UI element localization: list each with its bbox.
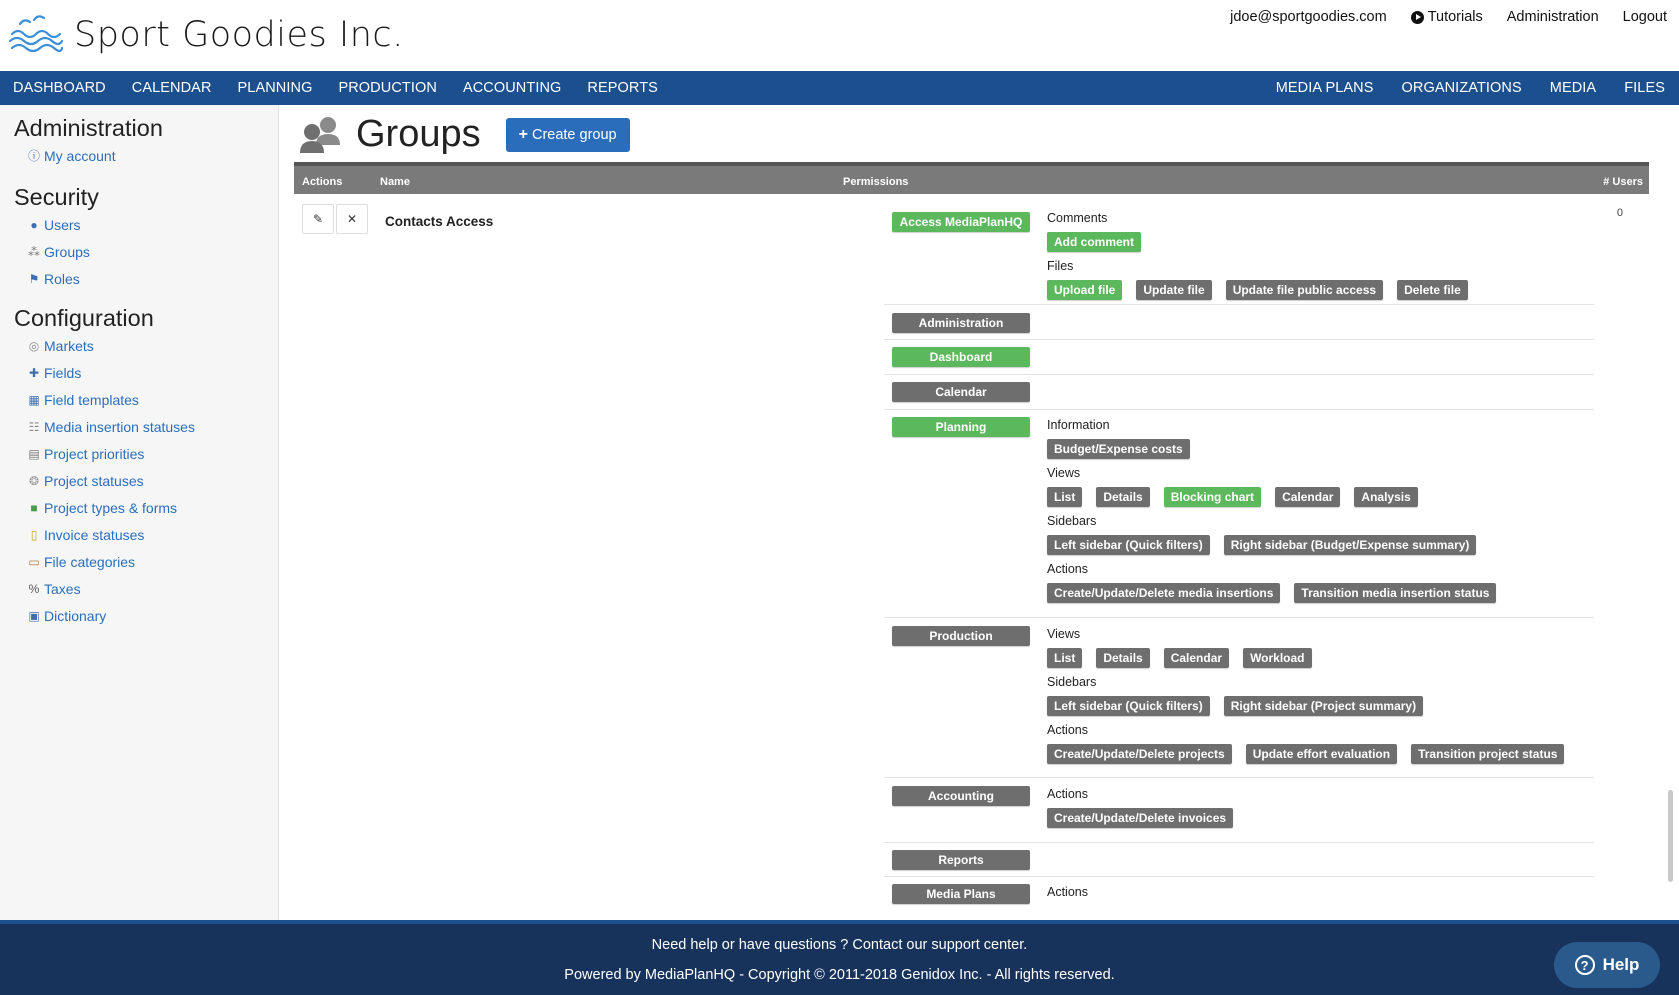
nav-calendar[interactable]: CALENDAR: [131, 80, 212, 96]
grid-icon: ▤: [28, 446, 40, 461]
sidebar-item-label: Invoice statuses: [44, 526, 145, 543]
groups-icon: [298, 115, 344, 155]
perm-badge-reports[interactable]: Reports: [892, 850, 1030, 870]
col-users: # Users: [1603, 176, 1643, 188]
perm-label-actions: Actions: [1047, 723, 1088, 737]
sidebar-item-dictionary[interactable]: [27, 602, 278, 629]
perm-label-actions: Actions: [1047, 787, 1088, 801]
user-email-link[interactable]: jdoe@sportgoodies.com: [1230, 9, 1387, 25]
sidebar-item-file-categories[interactable]: [27, 548, 278, 575]
question-icon: ?: [1575, 955, 1595, 975]
perm-badge-dashboard[interactable]: Dashboard: [892, 347, 1030, 367]
sidebar-heading-security: Security: [14, 184, 99, 210]
sidebar-item-label: Groups: [44, 243, 90, 260]
nav-left: [0, 80, 671, 96]
perm-badge-update-file-public[interactable]: Update file public access: [1226, 280, 1383, 300]
user-count: 0: [1616, 207, 1623, 219]
percent-icon: %: [28, 581, 40, 596]
sidebar-item-project-statuses[interactable]: [27, 467, 278, 494]
sidebar-item-label: Project types & forms: [44, 499, 178, 516]
perm-badge-transition-project[interactable]: Transition project status: [1411, 744, 1564, 764]
footer: [0, 920, 1679, 995]
perm-label-actions: Actions: [1047, 885, 1088, 899]
perm-badge-upload-file[interactable]: Upload file: [1047, 280, 1122, 300]
perm-administration: [884, 305, 1594, 340]
help-label: Help: [1602, 955, 1640, 974]
sidebar-item-markets[interactable]: [27, 332, 278, 359]
palette-icon: ❂: [28, 473, 40, 488]
perm-badge-calendar[interactable]: Calendar: [892, 382, 1030, 402]
brand-name: Sport Goodies Inc.: [74, 15, 404, 55]
sidebar-item-label: Roles: [44, 270, 80, 287]
nav-planning[interactable]: PLANNING: [237, 80, 313, 96]
nav-files[interactable]: FILES: [1624, 80, 1665, 96]
perm-badge-calendar-view[interactable]: Calendar: [1275, 487, 1340, 507]
sidebar-item-media-insertion-statuses[interactable]: [27, 413, 278, 440]
perm-badge-add-comment[interactable]: Add comment: [1047, 232, 1141, 252]
perm-badge-details[interactable]: Details: [1096, 648, 1149, 668]
pencil-icon: ✎: [312, 212, 324, 226]
col-permissions: Permissions: [843, 176, 909, 188]
perm-badge-delete-file[interactable]: Delete file: [1397, 280, 1468, 300]
field-templates-icon: ▦: [28, 392, 40, 407]
statuses-icon: ☷: [28, 419, 40, 434]
perm-calendar: [884, 375, 1594, 410]
sidebar-item-label: Project statuses: [44, 472, 144, 489]
scrollbar[interactable]: [1668, 790, 1673, 882]
brand-logo[interactable]: [8, 12, 404, 58]
sidebar-item-project-types[interactable]: [27, 494, 278, 521]
sidebar-item-users[interactable]: [27, 211, 278, 238]
file-icon: ▭: [28, 554, 40, 569]
perm-badge-crud-media-insertions[interactable]: Create/Update/Delete media insertions: [1047, 583, 1280, 603]
nav-media[interactable]: MEDIA: [1549, 80, 1597, 96]
perm-badge-planning[interactable]: Planning: [892, 417, 1030, 437]
sidebar-item-fields[interactable]: [27, 359, 278, 386]
footer-help-text[interactable]: Need help or have questions ? Contact our support center.: [651, 937, 1028, 953]
tutorials-label: Tutorials: [1427, 9, 1483, 25]
perm-label-information: Information: [1047, 418, 1110, 432]
perm-badge-accounting[interactable]: Accounting: [892, 786, 1030, 806]
sidebar-item-label: File categories: [44, 553, 136, 570]
perm-production: [884, 618, 1594, 778]
nav-media-plans[interactable]: MEDIA PLANS: [1275, 80, 1374, 96]
perm-label-comments: Comments: [1047, 211, 1108, 225]
perm-badge-crud-invoices[interactable]: Create/Update/Delete invoices: [1047, 808, 1233, 828]
create-group-button[interactable]: [506, 118, 630, 152]
sidebar-item-label: Fields: [44, 364, 82, 381]
perm-label-sidebars: Sidebars: [1047, 675, 1097, 689]
nav-dashboard[interactable]: DASHBOARD: [13, 80, 106, 96]
sidebar-item-label: Media insertion statuses: [44, 418, 195, 435]
perm-label-views: Views: [1047, 466, 1081, 480]
sidebar-item-label: Taxes: [44, 580, 81, 597]
markets-icon: ◎: [28, 338, 40, 353]
administration-link[interactable]: Administration: [1506, 9, 1599, 25]
sidebar-item-field-templates[interactable]: [27, 386, 278, 413]
group-name: Contacts Access: [385, 214, 494, 229]
col-actions: Actions: [302, 176, 343, 188]
footer-copyright: Powered by MediaPlanHQ - Copyright © 2011-2018 Genidox Inc. - All rights reserved.: [564, 967, 1115, 983]
sidebar: [0, 105, 279, 920]
perm-badge-crud-projects[interactable]: Create/Update/Delete projects: [1047, 744, 1232, 764]
nav-organizations[interactable]: ORGANIZATIONS: [1401, 80, 1522, 96]
nav-accounting[interactable]: ACCOUNTING: [462, 80, 562, 96]
perm-access: [884, 198, 1594, 305]
perm-badge-media-plans[interactable]: Media Plans: [892, 884, 1030, 904]
perm-label-actions: Actions: [1047, 562, 1088, 576]
sidebar-item-invoice-statuses[interactable]: [27, 521, 278, 548]
sidebar-item-taxes[interactable]: [27, 575, 278, 602]
perm-badge-administration[interactable]: Administration: [892, 313, 1030, 333]
sidebar-item-my-account[interactable]: [27, 142, 278, 169]
nav-reports[interactable]: REPORTS: [587, 80, 658, 96]
create-group-label: Create group: [531, 126, 617, 143]
edit-button[interactable]: [302, 204, 334, 234]
perm-badge-left-sidebar[interactable]: Left sidebar (Quick filters): [1047, 535, 1210, 555]
roles-icon: ⚑: [28, 271, 40, 286]
perm-badge-transition-media-insertion[interactable]: Transition media insertion status: [1294, 583, 1496, 603]
perm-planning: [884, 410, 1594, 618]
waves-logo-icon: [8, 12, 64, 58]
perm-label-files: Files: [1047, 259, 1074, 273]
perm-badge-blocking-chart[interactable]: Blocking chart: [1164, 487, 1261, 507]
help-button[interactable]: [1554, 942, 1660, 988]
top-header: [0, 0, 1679, 71]
perm-badge-list[interactable]: List: [1047, 648, 1082, 668]
perm-badge-calendar-view[interactable]: Calendar: [1164, 648, 1229, 668]
invoice-icon: ▯: [30, 527, 38, 542]
plus-icon: +: [518, 125, 528, 143]
perm-badge-workload[interactable]: Workload: [1243, 648, 1311, 668]
sidebar-heading-configuration: Configuration: [14, 305, 154, 331]
col-name: Name: [380, 176, 410, 188]
perm-label-views: Views: [1047, 627, 1081, 641]
perm-badge-list[interactable]: List: [1047, 487, 1082, 507]
perm-label-sidebars: Sidebars: [1047, 514, 1097, 528]
close-icon: ✕: [346, 212, 358, 226]
sidebar-item-project-priorities[interactable]: [27, 440, 278, 467]
perm-badge-analysis[interactable]: Analysis: [1354, 487, 1417, 507]
tutorials-link[interactable]: [1411, 9, 1483, 25]
perm-badge-access[interactable]: Access MediaPlanHQ: [892, 212, 1030, 232]
sidebar-item-label: Field templates: [44, 391, 139, 408]
main-content: [280, 105, 1679, 920]
logout-link[interactable]: Logout: [1622, 9, 1667, 25]
page-header: [298, 113, 630, 156]
groups-icon: ⁂: [28, 244, 40, 259]
perm-badge-right-sidebar[interactable]: Right sidebar (Project summary): [1224, 696, 1423, 716]
sidebar-item-groups[interactable]: [27, 238, 278, 265]
play-icon: [1411, 11, 1424, 24]
perm-badge-update-effort[interactable]: Update effort evaluation: [1246, 744, 1397, 764]
nav-right: [1262, 80, 1679, 96]
user-icon: ●: [30, 217, 38, 232]
table-header: [294, 162, 1649, 194]
blocks-icon: ■: [30, 500, 38, 515]
perm-badge-budget-expense[interactable]: Budget/Expense costs: [1047, 439, 1190, 459]
perm-badge-left-sidebar[interactable]: Left sidebar (Quick filters): [1047, 696, 1210, 716]
perm-badge-production[interactable]: Production: [892, 626, 1030, 646]
perm-badge-details[interactable]: Details: [1096, 487, 1149, 507]
sidebar-item-label: Project priorities: [44, 445, 145, 462]
perm-accounting: [884, 778, 1594, 843]
sidebar-item-label: Markets: [44, 337, 94, 354]
perm-badge-right-sidebar[interactable]: Right sidebar (Budget/Expense summary): [1224, 535, 1477, 555]
main-nav: [0, 71, 1679, 105]
sidebar-item-roles[interactable]: [27, 265, 278, 292]
sidebar-item-label: Dictionary: [44, 607, 107, 624]
perm-reports: [884, 843, 1594, 877]
user-links: [1230, 9, 1667, 25]
dictionary-icon: ▣: [28, 608, 40, 623]
sidebar-item-label: My account: [44, 147, 116, 164]
nav-production[interactable]: PRODUCTION: [338, 80, 437, 96]
sidebar-item-label: Users: [44, 216, 81, 233]
delete-button[interactable]: [336, 204, 368, 234]
perm-dashboard: [884, 340, 1594, 375]
page-title: Groups: [356, 113, 481, 155]
puzzle-icon: ✚: [28, 365, 40, 380]
perm-badge-update-file[interactable]: Update file: [1136, 280, 1211, 300]
sidebar-heading-administration: Administration: [14, 115, 163, 141]
perm-media-plans: [884, 877, 1594, 917]
info-icon: ⓘ: [27, 149, 40, 163]
